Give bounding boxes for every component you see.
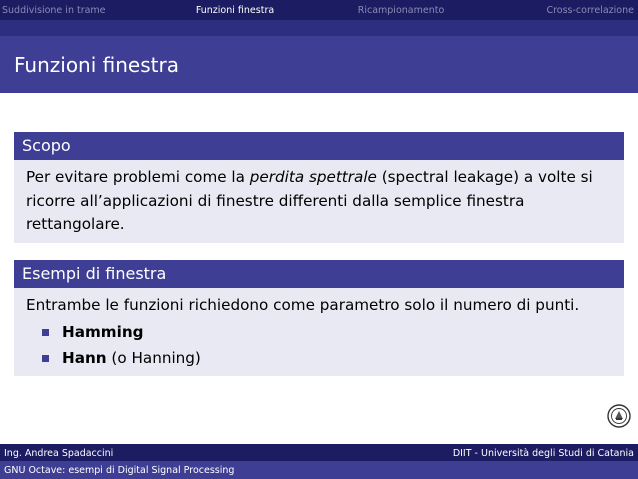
- bullet-square-icon: [42, 355, 49, 362]
- nav-item-cross-correlazione[interactable]: Cross-correlazione: [546, 4, 634, 16]
- list-item: [40, 346, 616, 370]
- esempi-intro: Entrambe le funzioni richiedono come parametro solo il numero di punti.: [26, 296, 580, 314]
- footer-subtitle: GNU Octave: esempi di Digital Signal Processing: [4, 464, 235, 476]
- bullet-square-icon: [42, 329, 49, 336]
- frame-title-bar: [0, 36, 638, 93]
- section-navigation: [0, 0, 638, 20]
- footer-bar: [0, 444, 638, 462]
- scopo-text-emphasis: perdita spettrale: [249, 168, 377, 186]
- block-esempi: [14, 260, 624, 376]
- item-name: Hann: [62, 348, 107, 367]
- window-list: [26, 320, 616, 370]
- subsection-strip: [0, 20, 638, 36]
- footer-institution: DIIT - Università degli Studi di Catania: [452, 447, 634, 459]
- item-name: Hamming: [62, 322, 144, 341]
- scopo-text-after: (spectral leakage) a volte si ricorre all’applicazioni di finestre differenti dalla semplice finestra rettangolare.: [26, 168, 593, 233]
- item-rest: (o Hanning): [106, 348, 201, 367]
- footer-subtitle-bar: [0, 461, 638, 479]
- footer-author: Ing. Andrea Spadaccini: [4, 447, 114, 459]
- block-scopo-title: Scopo: [14, 132, 624, 160]
- university-seal-icon: [607, 404, 631, 428]
- block-esempi-title: Esempi di finestra: [14, 260, 624, 288]
- nav-item-funzioni-finestra[interactable]: Funzioni finestra: [195, 4, 275, 16]
- nav-item-suddivisione[interactable]: Suddivisione in trame: [2, 4, 106, 16]
- block-scopo-body: [14, 160, 624, 243]
- nav-item-ricampionamento[interactable]: Ricampionamento: [357, 4, 445, 16]
- scopo-text-before: Per evitare problemi come la: [26, 168, 250, 186]
- frame-title: Funzioni finestra: [14, 53, 179, 77]
- block-scopo: [14, 132, 624, 243]
- list-item: [40, 320, 616, 344]
- block-esempi-body: [14, 288, 624, 376]
